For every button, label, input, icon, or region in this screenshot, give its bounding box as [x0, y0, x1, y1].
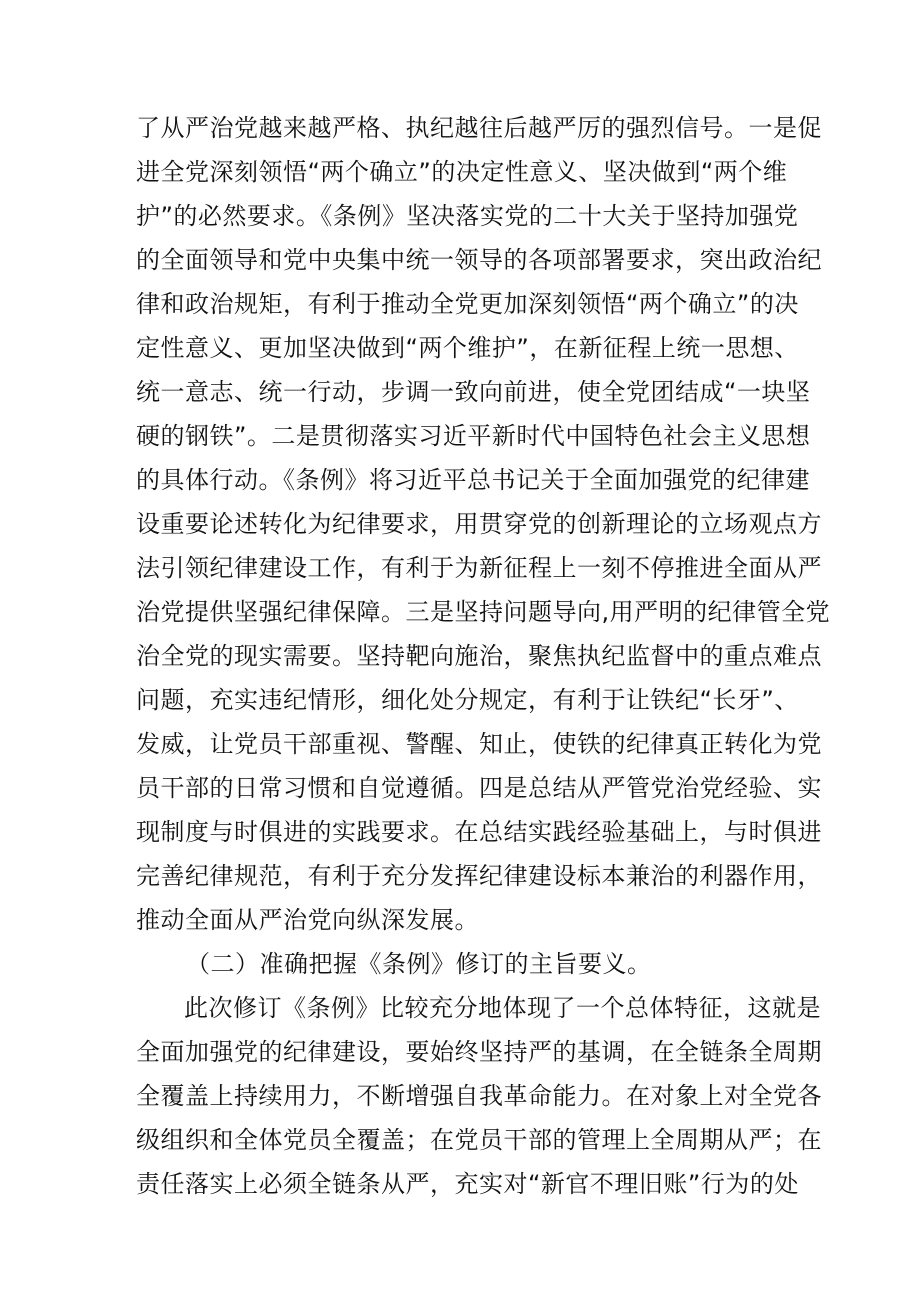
text-line: 治全党的现实需要。坚持靶向施治，聚焦执纪监督中的重点难点	[136, 642, 822, 670]
text-line: 责任落实上必须全链条从严，充实对“新官不理旧账”行为的处	[136, 1170, 799, 1198]
text-line: 统一意志、统一行动，步调一致向前进，使全党团结成“一块坚	[136, 378, 811, 406]
text-line: 级组织和全体党员全覆盖；在党员干部的管理上全周期从严；在	[136, 1126, 822, 1154]
text-line: 推动全面从严治党向纵深发展。	[136, 906, 479, 934]
text-line: 进全党深刻领悟“两个确立”的决定性意义、坚决做到“两个维	[136, 158, 788, 186]
text-line: 法引领纪律建设工作，有利于为新征程上一刻不停推进全面从严	[136, 554, 822, 582]
text-line: 的具体行动。《条例》将习近平总书记关于全面加强党的纪律建	[136, 466, 810, 494]
text-line: 员干部的日常习惯和自觉遵循。四是总结从严管党治党经验、实	[136, 774, 822, 802]
text-line: 完善纪律规范，有利于充分发挥纪律建设标本兼治的利器作用，	[136, 862, 822, 890]
text-line: 全覆盖上持续用力，不断增强自我革命能力。在对象上对全党各	[136, 1082, 822, 1110]
text-line: 硬的钢铁”。二是贯彻落实习近平新时代中国特色社会主义思想	[136, 422, 811, 450]
text-line: 律和政治规矩，有利于推动全党更加深刻领悟“两个确立”的决	[136, 290, 799, 318]
text-line: 治党提供坚强纪律保障。三是坚持问题导向,用严明的纪律管全党	[136, 598, 831, 626]
text-line: 了从严治党越来越严格、执纪越往后越严厉的强烈信号。一是促	[136, 114, 822, 142]
text-line: 全面加强党的纪律建设，要始终坚持严的基调，在全链条全周期	[136, 1038, 822, 1066]
text-line: 定性意义、更加坚决做到“两个维护”，在新征程上统一思想、	[136, 334, 799, 362]
text-line: 护”的必然要求。《条例》坚决落实党的二十大关于坚持加强党	[136, 202, 799, 230]
text-line: 的全面领导和党中央集中统一领导的各项部署要求，突出政治纪	[136, 246, 822, 274]
section-heading: （二）准确把握《条例》修订的主旨要义。	[186, 950, 652, 978]
text-line: 现制度与时俱进的实践要求。在总结实践经验基础上，与时俱进	[136, 818, 822, 846]
text-line: 此次修订《条例》比较充分地体现了一个总体特征，这就是	[184, 994, 821, 1022]
text-line: 发威，让党员干部重视、警醒、知止，使铁的纪律真正转化为党	[136, 730, 822, 758]
text-line: 设重要论述转化为纪律要求，用贯穿党的创新理论的立场观点方	[136, 510, 822, 538]
text-line: 问题，充实违纪情形，细化处分规定，有利于让铁纪“长牙”、	[136, 686, 799, 714]
